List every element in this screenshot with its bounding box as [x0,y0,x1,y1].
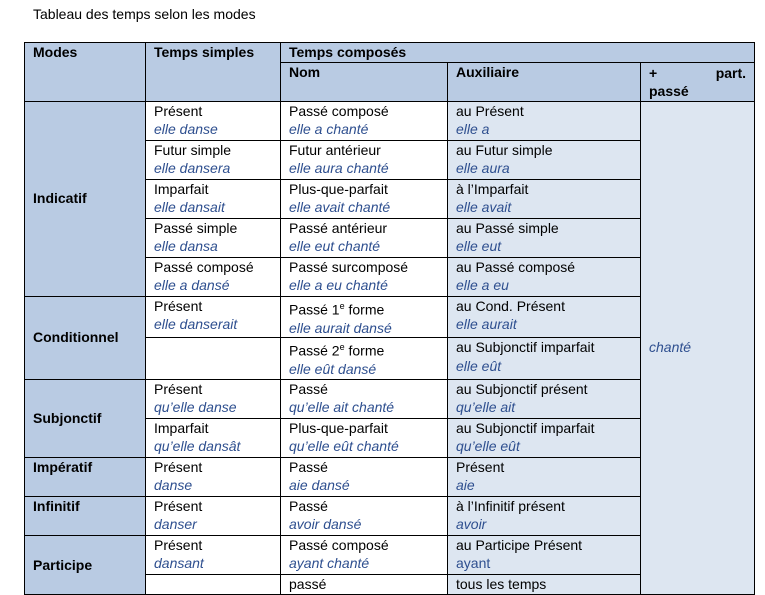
nom-cell: Passé qu’elle ait chanté [281,379,448,418]
nom-cell: Passé antérieur elle eut chanté [281,218,448,257]
aux-cell: au Présent elle a [448,101,641,140]
simple-cell: Passé simple elle dansa [146,218,281,257]
mode-infinitif: Infinitif [25,496,146,535]
aux-cell: à l’Infinitif présent avoir [448,496,641,535]
mode-subjonctif: Subjonctif [25,379,146,457]
aux-cell: tous les temps [448,574,641,594]
nom-cell: Passé surcomposé elle a eu chanté [281,257,448,296]
nom-cell: Passé composé ayant chanté [281,535,448,574]
mode-indicatif: Indicatif [25,101,146,296]
aux-cell: Présent aie [448,457,641,496]
nom-cell: passé [281,574,448,594]
aux-cell: au Passé composé elle a eu [448,257,641,296]
header-participe-passe [641,62,755,101]
header-temps-simples: Temps simples [146,43,281,102]
simple-cell: Imparfait elle dansait [146,179,281,218]
header-modes: Modes [25,43,146,102]
nom-cell: Plus-que-parfait elle avait chanté [281,179,448,218]
aux-cell: au Cond. Présent elle aurait [448,296,641,338]
header-plus: + [649,64,658,81]
simple-cell: Présent qu’elle danse [146,379,281,418]
aux-cell: au Subjonctif imparfait elle eût [448,338,641,380]
aux-cell: au Participe Présent ayant [448,535,641,574]
header-passe: passé [649,83,689,99]
nom-cell: Passé 1e forme elle aurait dansé [281,296,448,338]
nom-cell: Passé aie dansé [281,457,448,496]
nom-cell: Passé composé elle a chanté [281,101,448,140]
simple-cell: Imparfait qu’elle dansât [146,418,281,457]
participe-passe-value: chanté [649,339,692,356]
nom-cell: Plus-que-parfait qu’elle eût chanté [281,418,448,457]
nom-cell: Passé 2e forme elle eût dansé [281,338,448,380]
simple-cell [146,574,281,594]
header-auxiliaire: Auxiliaire [448,62,641,101]
header-nom: Nom [281,62,448,101]
mode-imperatif: Impératif [25,457,146,496]
simple-cell: Futur simple elle dansera [146,140,281,179]
header-part: part. [715,64,747,81]
simple-cell: Passé composé elle a dansé [146,257,281,296]
nom-cell: Futur antérieur elle aura chanté [281,140,448,179]
simple-cell [146,338,281,380]
simple-cell: Présent danse [146,457,281,496]
tenses-table [24,42,755,595]
table-caption: Tableau des temps selon les modes [33,6,256,22]
simple-cell: Présent danser [146,496,281,535]
aux-cell: au Subjonctif imparfait qu’elle eût [448,418,641,457]
aux-cell: au Passé simple elle eut [448,218,641,257]
mode-participe: Participe [25,535,146,594]
table-row [25,101,755,140]
mode-conditionnel: Conditionnel [25,296,146,379]
participe-passe-cell [641,101,755,594]
header-temps-composes: Temps composés [281,43,755,63]
nom-cell: Passé avoir dansé [281,496,448,535]
simple-cell: Présent elle danse [146,101,281,140]
aux-cell: au Futur simple elle aura [448,140,641,179]
simple-cell: Présent dansant [146,535,281,574]
aux-cell: au Subjonctif présent qu’elle ait [448,379,641,418]
aux-cell: à l’Imparfait elle avait [448,179,641,218]
simple-cell: Présent elle danserait [146,296,281,338]
